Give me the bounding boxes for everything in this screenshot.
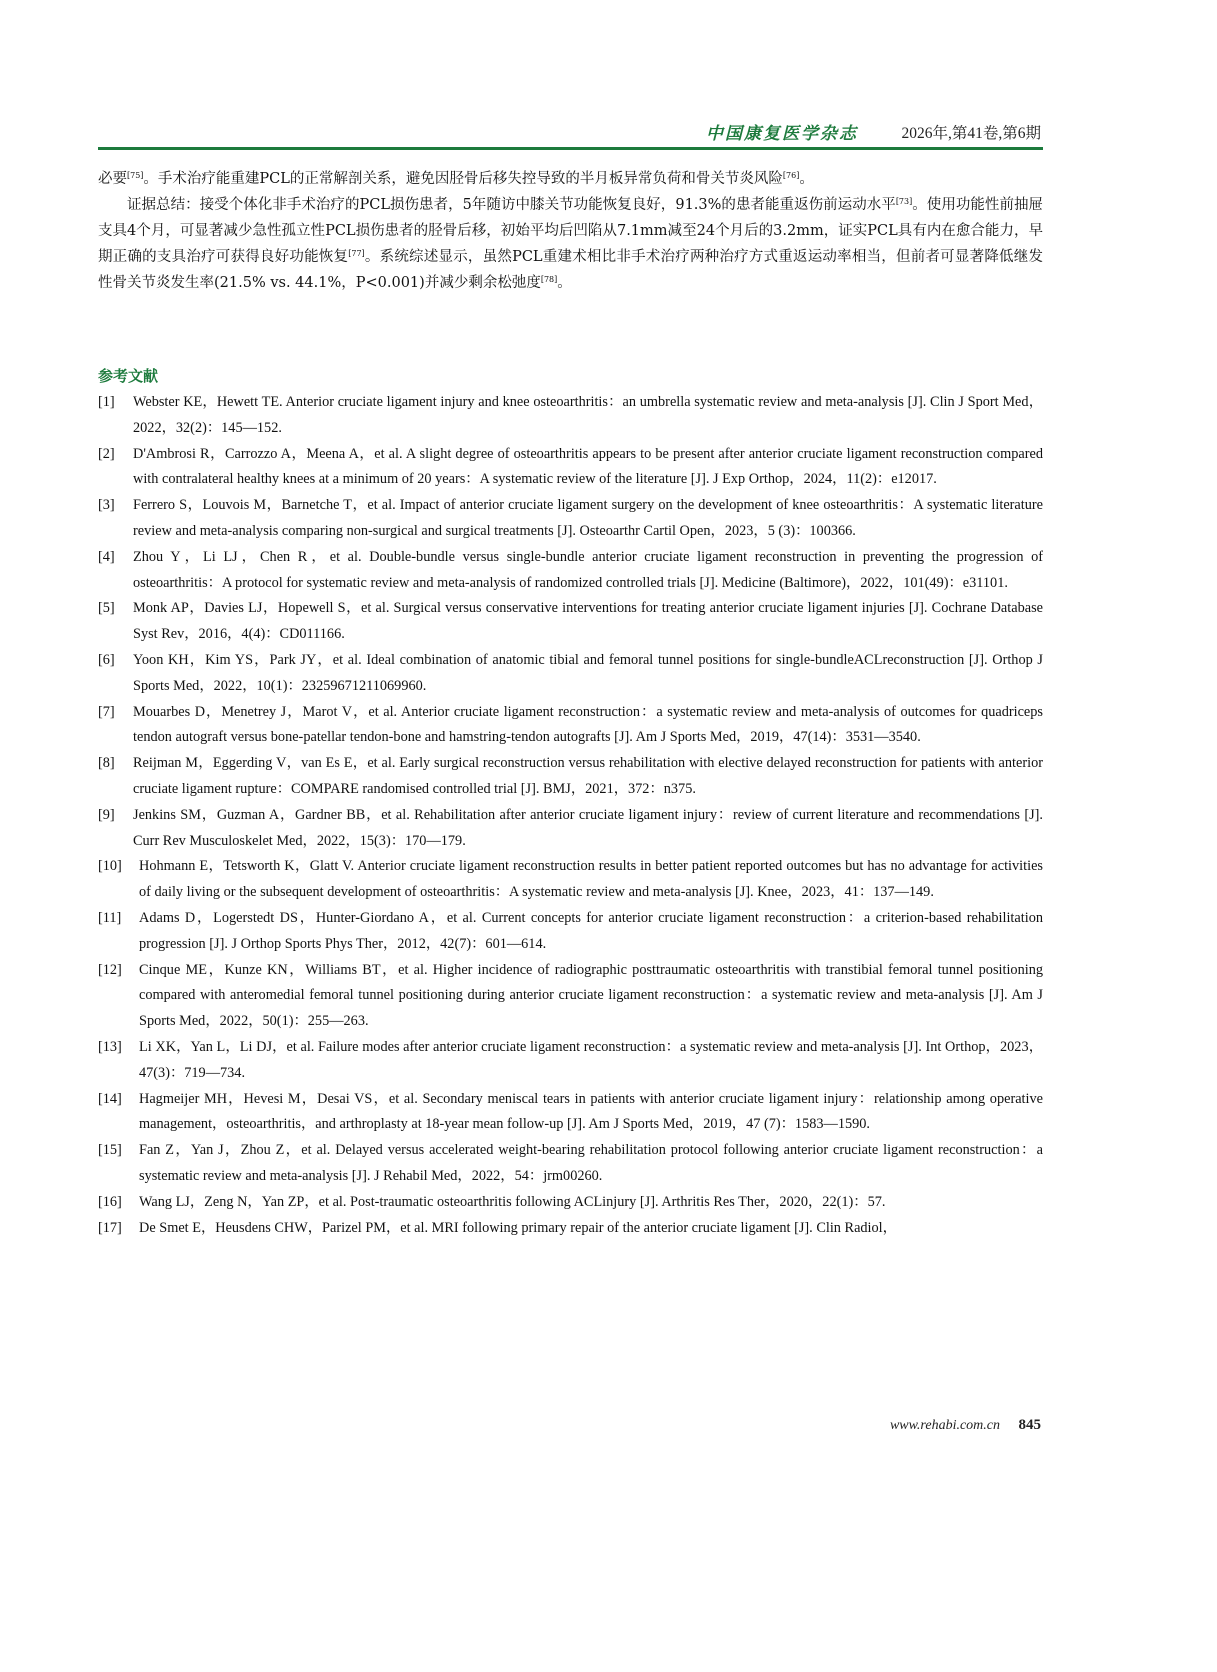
citation: [75]	[127, 171, 144, 180]
citation: [78]	[540, 275, 558, 284]
paragraph-1	[98, 166, 1043, 192]
reference-text: Cinque ME，Kunze KN，Williams BT，et al. Higher incidence of radiographic posttraumatic osteoarthritis with transtibial femoral tunnel positioning compared with anteromedial femoral tunnel positioning during anterior cruciate ligament reconstruction：a systematic review and meta-analysis [J]. Am J Sports Med，2022，50(1)：255—263.	[139, 961, 1043, 1030]
text-run: 。系统综述显示，虽然PCL重建术相比非手术治疗两种治疗方式重返运动率相当，但前者可显著降低继发性骨关节炎发生率(21.5% vs. 44.1%，P<0.001)并减少剩余松弛度	[98, 249, 1043, 291]
reference-number: [11]	[98, 909, 122, 926]
reference-number: [14]	[98, 1090, 122, 1107]
reference-text: Mouarbes D，Menetrey J，Marot V，et al. Anterior cruciate ligament reconstruction：a systematic review and meta-analysis of outcomes for quadriceps tendon autograft versus bone-patellar tendon-bone and hamstring-tendon autografts [J]. Am J Sports Med，2019，47(14)：3531—3540.	[133, 703, 1043, 746]
reference-text: Webster KE，Hewett TE. Anterior cruciate ligament injury and knee osteoarthritis：an umbrella systematic review and meta-analysis [J]. Clin J Sport Med，2022，32(2)：145—152.	[133, 394, 1043, 436]
text-run: 。	[557, 275, 572, 291]
reference-text: Fan Z，Yan J，Zhou Z，et al. Delayed versus accelerated weight-bearing rehabilitation protocol following anterior cruciate ligament reconstruction：a systematic review and meta-analysis [J]. J Rehabil Med，2022，54：jrm00260.	[139, 1142, 1043, 1184]
running-header	[98, 118, 1043, 148]
body-text	[98, 166, 1043, 296]
reference-number: [15]	[98, 1142, 122, 1159]
reference-item	[98, 751, 1043, 803]
page-footer	[98, 1417, 1043, 1441]
reference-number: [1]	[98, 394, 115, 410]
text-run: 。手术治疗能重建PCL的正常解剖关系，避免因胫骨后移失控导致的半月板异常负荷和骨关节炎风险	[143, 171, 783, 187]
text-run: 。使用功能性前抽屉支具4个月，可显著减少急性孤立性PCL损伤患者的胫骨后移，初始平均后凹陷从7.1mm减至24个月后的3.2mm，证实PCL具有内在愈合能力，早期正确的支具治疗可获得良好功能恢复	[98, 197, 1044, 265]
reference-text: Monk AP，Davies LJ，Hopewell S，et al. Surgical versus conservative interventions for treating anterior cruciate ligament injuries [J]. Cochrane Database Syst Rev，2016，4(4)：CD011166.	[133, 600, 1043, 643]
page-number: 845	[1018, 1417, 1041, 1433]
reference-text: Yoon KH，Kim YS，Park JY，et al. Ideal combination of anatomic tibial and femoral tunnel positions for single-bundleACLreconstruction [J]. Orthop J Sports Med，2022，10(1)：23259671211069960.	[133, 651, 1043, 694]
reference-item	[98, 1138, 1043, 1190]
reference-number: [4]	[98, 548, 115, 565]
reference-item	[98, 493, 1043, 545]
reference-number: [17]	[98, 1219, 122, 1236]
text-run: 必要	[98, 171, 127, 187]
citation: [76]	[782, 171, 800, 180]
citation: [73]	[895, 197, 913, 206]
reference-item	[98, 958, 1043, 1035]
reference-item	[98, 1087, 1043, 1139]
citation: [77]	[348, 249, 365, 258]
journal-name: 中国康复医学杂志	[706, 124, 858, 144]
reference-text: D'Ambrosi R，Carrozzo A，Meena A，et al. A slight degree of osteoarthritis appears to be present after anterior cruciate ligament reconstruction compared with contralateral healthy knees at a minimum of 20 years：A systematic review of the literature [J]. J Exp Orthop，2024，11(2)：e12017.	[133, 445, 1043, 488]
reference-number: [16]	[98, 1193, 122, 1210]
header-rule	[98, 147, 1043, 150]
reference-item	[98, 906, 1043, 958]
reference-number: [3]	[98, 497, 115, 514]
reference-item	[98, 854, 1043, 906]
reference-number: [2]	[98, 445, 115, 462]
website-link[interactable]: www.rehabi.com.cn	[889, 1418, 1000, 1433]
reference-number: [6]	[98, 651, 115, 668]
reference-number: [8]	[98, 755, 115, 772]
reference-text: Hagmeijer MH，Hevesi M，Desai VS，et al. Secondary meniscal tears in patients with anterior cruciate ligament injury：relationship among operative management，osteoarthritis，and arthroplasty at 18-year mean follow-up [J]. Am J Sports Med，2019，47 (7)：1583—1590.	[139, 1090, 1043, 1133]
reference-item	[98, 545, 1043, 597]
reference-number: [12]	[98, 961, 122, 978]
reference-item	[98, 803, 1043, 855]
reference-item	[98, 648, 1043, 700]
reference-item	[98, 390, 1043, 442]
reference-item	[98, 596, 1043, 648]
reference-number: [10]	[98, 858, 122, 875]
reference-text: Ferrero S，Louvois M，Barnetche T，et al. Impact of anterior cruciate ligament surgery on the development of knee osteoarthritis：A systematic literature review and meta-analysis comparing non-surgical and surgical treatments [J]. Osteoarthr Cartil Open，2023，5 (3)：100366.	[133, 497, 1043, 539]
reference-text: Zhou Y，Li LJ，Chen R，et al. Double-bundle versus single-bundle anterior cruciate ligament reconstruction in preventing the progression of osteoarthritis：A protocol for systematic review and meta-analysis of randomized controlled trials [J]. Medicine (Baltimore)，2022，101(49)：e31101.	[133, 548, 1043, 591]
reference-item	[98, 1035, 1043, 1087]
reference-text: Wang LJ，Zeng N，Yan ZP，et al. Post-traumatic osteoarthritis following ACLinjury [J]. Arthritis Res Ther，2020，22(1)：57.	[139, 1193, 886, 1210]
issue-info: 2026年,第41卷,第6期	[901, 125, 1041, 142]
text-run: 证据总结：接受个体化非手术治疗的PCL损伤患者，5年随访中膝关节功能恢复良好，91.3%的患者能重返伤前运动水平	[127, 197, 896, 213]
reference-text: Hohmann E，Tetsworth K，Glatt V. Anterior cruciate ligament reconstruction results in better patient reported outcomes but has no advantage for activities of daily living or the subsequent development of osteoarthritis：A systematic review and meta-analysis [J]. Knee，2023，41：137—149.	[139, 858, 1043, 901]
reference-text: Adams D，Logerstedt DS，Hunter-Giordano A，et al. Current concepts for anterior cruciate ligament reconstruction：a criterion-based rehabilitation progression [J]. J Orthop Sports Phys Ther，2012，42(7)：601—614.	[139, 909, 1043, 952]
references-heading: 参考文献	[98, 367, 159, 385]
reference-number: [13]	[98, 1038, 122, 1055]
reference-list	[98, 390, 1043, 1241]
paragraph-2	[98, 192, 1043, 296]
reference-text: Jenkins SM，Guzman A，Gardner BB，et al. Rehabilitation after anterior cruciate ligament injury：review of current literature and recommendations [J]. Curr Rev Musculoskelet Med，2022，15(3)：170—179.	[133, 806, 1043, 849]
reference-number: [9]	[98, 806, 115, 823]
reference-item	[98, 442, 1043, 494]
reference-number: [7]	[98, 703, 115, 720]
reference-item	[98, 1190, 1043, 1216]
reference-number: [5]	[98, 600, 115, 617]
text-run: 。	[799, 171, 814, 187]
reference-text: Li XK，Yan L，Li DJ，et al. Failure modes after anterior cruciate ligament reconstruction：a systematic review and meta-analysis [J]. Int Orthop，2023，47(3)：719—734.	[139, 1038, 1043, 1081]
reference-item	[98, 1216, 1043, 1242]
reference-text: Reijman M，Eggerding V，van Es E，et al. Early surgical reconstruction versus rehabilitation with elective delayed reconstruction for patients with anterior cruciate ligament rupture：COMPARE randomised controlled trial [J]. BMJ，2021，372：n375.	[133, 755, 1043, 797]
reference-item	[98, 700, 1043, 752]
reference-text: De Smet E，Heusdens CHW，Parizel PM，et al. MRI following primary repair of the anterior cruciate ligament [J]. Clin Radiol，	[139, 1219, 897, 1236]
